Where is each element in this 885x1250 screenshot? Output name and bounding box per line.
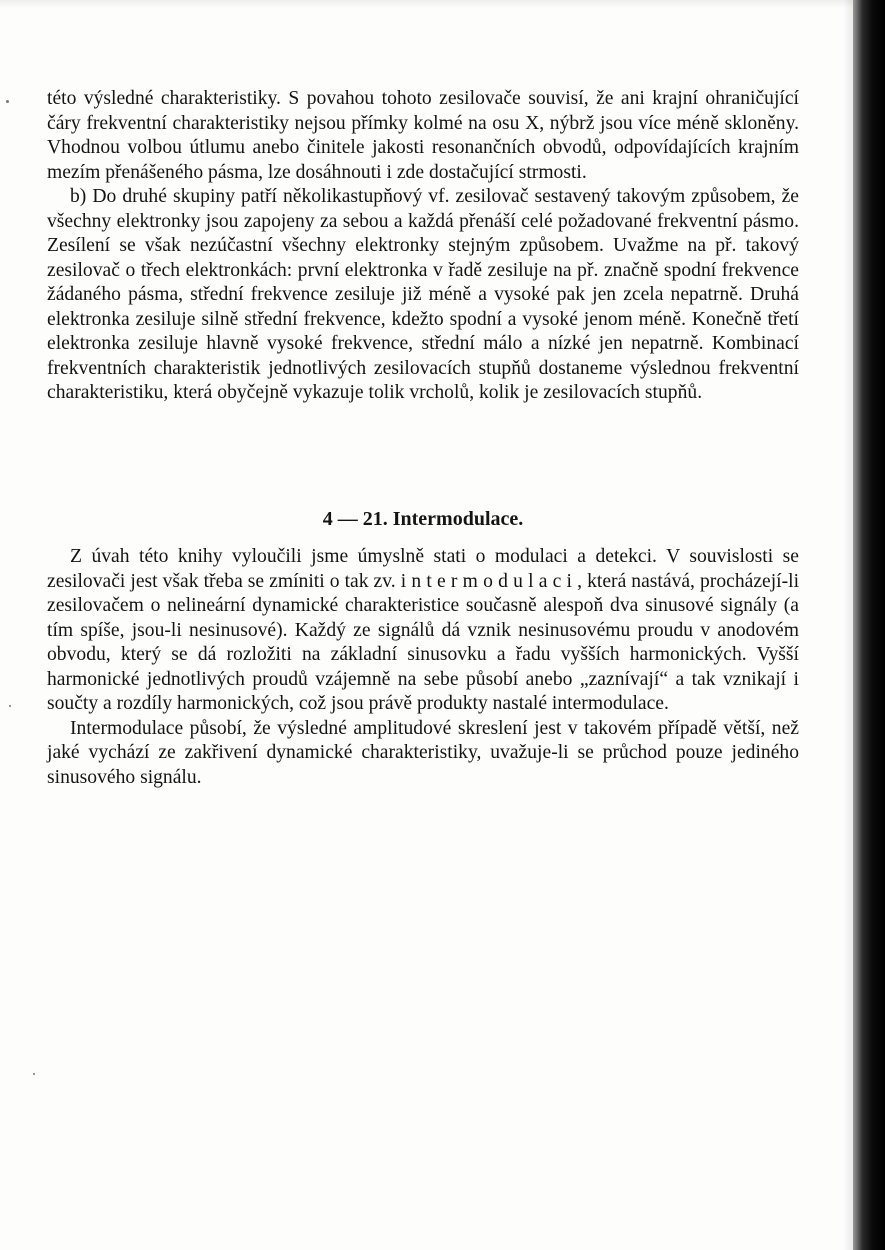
paragraph-intermodulation-effect: Intermodulace působí, že výsledné amplitudové skreslení jest v takovém případě větší, než jaké vychází ze zakřivení dynamické charakteristiky, uvažuje-li se průchod pouze jediného sinusového signálu. [47,717,799,788]
paragraph-continuation: této výsledné charakteristiky. S povahou tohoto zesilovače souvisí, že ani krajní ohraničující čáry frekventní charakteristiky nejsou přímky kolmé na osu X, nýbrž jsou více méně skloněny. Vhodnou volbou útlumu anebo činitele jakosti resonančních obvodů, odpovídajících krajním mezím přenášeného pásma, lze dosáhnouti i zde dostačující strmosti. [47,88,799,183]
scan-speck [9,705,11,707]
scan-speck [33,1073,35,1075]
binding-gradient [843,0,853,1250]
paragraph-text: Z úvah této knihy vyloučili jsme úmyslně stati o modulaci a detekci. V souvislosti se zesilovači jest však třeba se zmíniti o tak zv. [47,546,799,592]
paragraph-text: , která nastává, procházejí-li zesilovačem o nelineární dynamické charakteristice současně alespoň dva sinusové signály (a tím spíše, jsou-li nesinusové). Každý ze signálů dá vznik nesinusovému proudu v anodovém obvodu, který se dá rozložiti na základní sinusovku a řadu vyšších harmonických. Vyšší harmonické jednotlivých proudů vzájemně na sebe působí anebo „zaznívají“ a tak vznikají i součty a rozdíly harmonických, což jsou právě produkty nastalé intermodulace. [47,570,800,714]
paragraph-intermodulation-intro [47,545,799,717]
book-binding-edge [853,0,885,1250]
section-heading: 4 — 21. Intermodulace. [322,508,524,530]
scan-speck [6,100,9,103]
section-text-top [47,87,799,406]
top-edge-shadow [0,0,853,8]
section-text-intermodulation [47,545,799,790]
spaced-term: intermodulaci [400,570,578,592]
paragraph-b: b) Do druhé skupiny patří několikastupňový vf. zesilovač sestavený takovým způsobem, že všechny elektronky jsou zapojeny za sebou a každá přenáší celé požadované frekventní pásmo. Zesílení se však nezúčastní všechny elektronky stejným způsobem. Uvažme na př. takový zesilovač o třech elektronkách: první elektronka v řadě zesiluje na př. značně spodní frekvence žádaného pásma, střední frekvence zesiluje již méně a vysoké pak jen zcela nepatrně. Druhá elektronka zesiluje silně střední frekvence, kdežto spodní a vysoké jenom méně. Konečně třetí elektronka zesiluje hlavně vysoké frekvence, střední málo a nízké jen nepatrně. Kombinací frekventních charakteristik jednotlivých zesilovacích stupňů dostaneme výslednou frekventní charakteristiku, která obyčejně vykazuje tolik vrcholů, kolik je zesilovacích stupňů. [47,186,799,403]
